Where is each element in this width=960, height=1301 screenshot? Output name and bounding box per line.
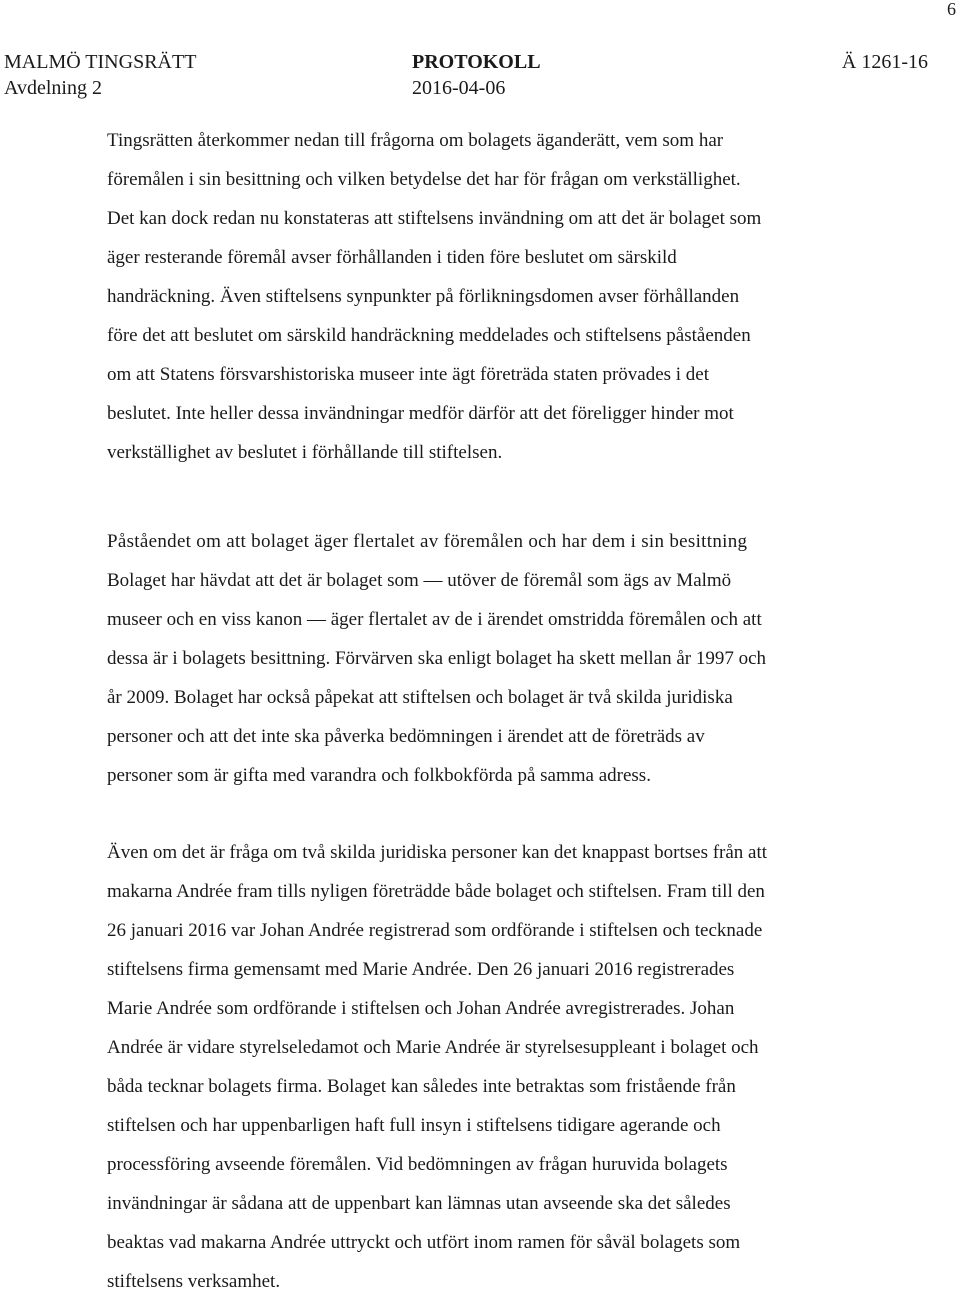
document-type: PROTOKOLL bbox=[412, 51, 541, 73]
document-header bbox=[4, 50, 928, 102]
text-line: Det kan dock redan nu konstateras att stiftelsens invändning om att det är bolaget som bbox=[107, 208, 762, 229]
document-date: 2016-04-06 bbox=[412, 77, 506, 99]
text-line: handräckning. Även stiftelsens synpunkter på förlikningsdomen avser förhållanden bbox=[107, 286, 740, 307]
header-row-1 bbox=[4, 50, 928, 76]
text-line: makarna Andrée fram tills nyligen företrädde både bolaget och stiftelsen. Fram till den bbox=[107, 881, 765, 902]
text-line: Tingsrätten återkommer nedan till frågorna om bolagets äganderätt, vem som har bbox=[107, 130, 724, 151]
header-row-2 bbox=[4, 76, 928, 102]
text-line: 26 januari 2016 var Johan Andrée registrerad som ordförande i stiftelsen och tecknade bbox=[107, 920, 763, 941]
text-line: dessa är i bolagets besittning. Förvärven ska enligt bolaget ha skett mellan år 1997 och bbox=[107, 648, 767, 669]
text-line: processföring avseende föremålen. Vid bedömningen av frågan huruvida bolagets bbox=[107, 1154, 728, 1175]
text-line: äger resterande föremål avser förhållanden i tiden före beslutet om särskild bbox=[107, 247, 677, 268]
text-line: Marie Andrée som ordförande i stiftelsen och Johan Andrée avregistrerades. Johan bbox=[107, 998, 735, 1019]
text-line: beaktas vad makarna Andrée uttryckt och utfört inom ramen för såväl bolagets som bbox=[107, 1232, 741, 1253]
case-number: Ä 1261-16 bbox=[841, 51, 928, 73]
text-line: verkställighet av beslutet i förhållande till stiftelsen. bbox=[107, 442, 503, 463]
text-line: personer och att det inte ska påverka bedömningen i ärendet att de företräds av bbox=[107, 726, 705, 747]
text-line: beslutet. Inte heller dessa invändningar medför därför att det föreligger hinder mot bbox=[107, 403, 734, 424]
text-line: invändningar är sådana att de uppenbart kan lämnas utan avseende ska det således bbox=[107, 1193, 731, 1214]
text-line: stiftelsens verksamhet. bbox=[107, 1271, 281, 1292]
text-line: före det att beslutet om särskild handräckning meddelades och stiftelsens påståenden bbox=[107, 325, 751, 346]
document-body bbox=[107, 121, 907, 1301]
paragraph-1 bbox=[107, 121, 907, 472]
text-line: museer och en viss kanon — äger flertalet av de i ärendet omstridda föremålen och att bbox=[107, 609, 762, 630]
text-line: Bolaget har hävdat att det är bolaget som — utöver de föremål som ägs av Malmö bbox=[107, 570, 732, 591]
paragraph-2 bbox=[107, 561, 907, 795]
text-line: föremålen i sin besittning och vilken betydelse det har för frågan om verkställighet. bbox=[107, 169, 741, 190]
page-number: 6 bbox=[947, 0, 956, 19]
division-name: Avdelning 2 bbox=[4, 77, 102, 99]
text-line: båda tecknar bolagets firma. Bolaget kan således inte betraktas som fristående från bbox=[107, 1076, 736, 1097]
paragraph-3 bbox=[107, 833, 907, 1301]
text-line: personer som är gifta med varandra och folkbokförda på samma adress. bbox=[107, 765, 651, 786]
text-line: Även om det är fråga om två skilda juridiska personer kan det knappast bortses från att bbox=[107, 842, 768, 863]
text-line: om att Statens försvarshistoriska museer inte ägt företräda staten prövades i det bbox=[107, 364, 710, 385]
text-line: stiftelsens firma gemensamt med Marie Andrée. Den 26 januari 2016 registrerades bbox=[107, 959, 735, 980]
text-line: stiftelsen och har uppenbarligen haft full insyn i stiftelsens tidigare agerande och bbox=[107, 1115, 721, 1136]
text-line: Andrée är vidare styrelseledamot och Marie Andrée är styrelsesuppleant i bolaget och bbox=[107, 1037, 759, 1058]
text-line: år 2009. Bolaget har också påpekat att stiftelsen och bolaget är två skilda juridiska bbox=[107, 687, 733, 708]
section-heading: Påståendet om att bolaget äger flertalet av föremålen och har dem i sin besittning bbox=[107, 531, 748, 552]
court-name: MALMÖ TINGSRÄTT bbox=[4, 51, 197, 73]
